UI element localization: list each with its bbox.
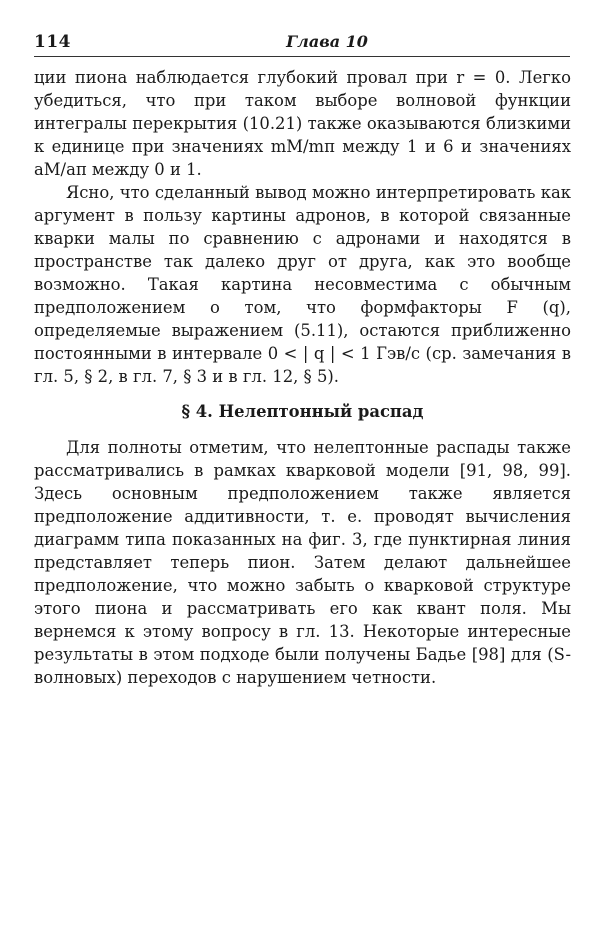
paragraph-argument: Ясно, что сделанный вывод можно интерпретировать как аргумент в пользу картины адронов, в которой связанные кварки малы по сравнению с адронами и находятся в пространстве так далеко друг от друга, как это вообще возможно. Такая картина несовместима с обычным предположением о том, что формфакторы F (q), определяемые выражением (5.11), остаются приближенно постоянными в интервале 0 < | q | < 1 Гэв/c (ср. замечания в гл. 5, § 2, в гл. 7, § 3 и в гл. 12, § 5). — [34, 183, 571, 386]
page-number: 114 — [34, 32, 71, 52]
paragraph-nonleptonic: Для полноты отметим, что нелептонные распады также рассматривались в рамках кварковой модели [91, 98, 99]. Здесь основным предположением также является предположение аддитивности, т. е. проводят вычисления диаграмм типа показанных на фиг. 3, где пунктирная линия представляет теперь пион. Затем делают дальнейшее предположение, что можно забыть о кварковой структуре этого пиона и рассматривать его как квант поля. Мы вернемся к этому вопросу в гл. 13. Некоторые интересные результаты в этом подходе были получены Бадье [98] для (S-волновых) переходов с нарушением четности. — [34, 438, 571, 687]
paragraph-continuation: ции пиона наблюдается глубокий провал при r = 0. Легко убедиться, что при таком выборе волновой функции интегралы перекрытия (10.21) также оказываются близкими к единице при значениях mM/mπ между 1 и 6 и значениях aM/aπ между 0 и 1. — [34, 68, 571, 179]
page-header — [34, 32, 570, 54]
running-head: Глава 10 — [286, 32, 368, 51]
header-rule — [34, 56, 570, 57]
section-heading: § 4. Нелептонный распад — [181, 402, 424, 421]
body-text — [34, 66, 571, 689]
